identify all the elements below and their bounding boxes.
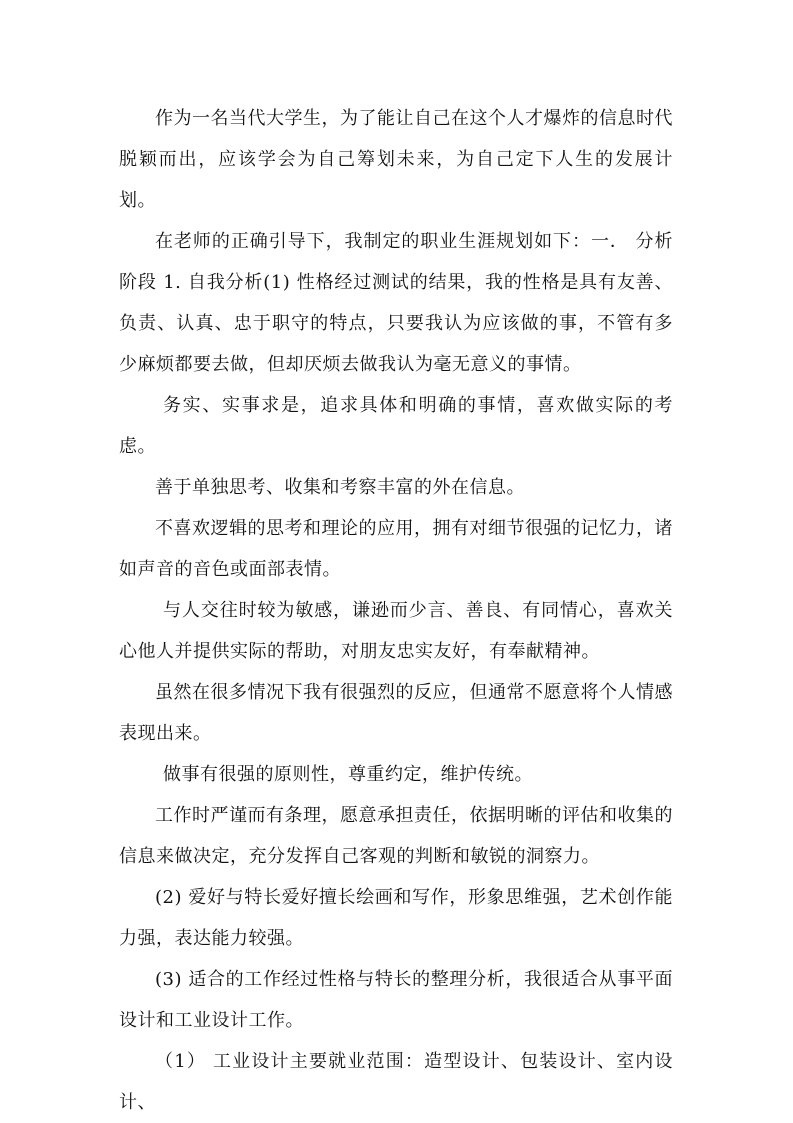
paragraph-self-analysis: 在老师的正确引导下，我制定的职业生涯规划如下：一． 分析阶段 1. 自我分析(1) 性格经过测试的结果，我的性格是具有友善、负责、认真、忠于职守的特点，只要我认为应该做的事，不管有多少麻烦都要去做，但却厌烦去做我认为毫无意义的事情。	[119, 231, 673, 375]
paragraph-suitable-work: (3) 适合的工作经过性格与特长的整理分析，我很适合从事平面设计和工业设计工作。	[119, 969, 673, 1031]
paragraph-independent-thinking: 善于单独思考、收集和考察丰富的外在信息。	[155, 477, 525, 498]
paragraph-practical: 务实、实事求是，追求具体和明确的事情，喜欢做实际的考虑。	[119, 395, 673, 457]
paragraph-detail-memory: 不喜欢逻辑的思考和理论的应用，拥有对细节很强的记忆力，诸如声音的音色或面部表情。	[119, 518, 673, 580]
paragraph-industrial-design: （1） 工业设计主要就业范围：造型设计、包装设计、室内设计、	[119, 1051, 673, 1113]
paragraph-hobbies: (2) 爱好与特长爱好擅长绘画和写作，形象思维强，艺术创作能力强，表达能力较强。	[119, 887, 673, 949]
paragraph-emotions: 虽然在很多情况下我有很强烈的反应，但通常不愿意将个人情感表现出来。	[119, 682, 673, 744]
paragraph-intro: 作为一名当代大学生，为了能让自己在这个人才爆炸的信息时代脱颖而出，应该学会为自己筹划未来，为自己定下人生的发展计划。	[119, 108, 673, 211]
paragraph-work-style: 工作时严谨而有条理，愿意承担责任，依据明晰的评估和收集的信息来做决定，充分发挥自己客观的判断和敏锐的洞察力。	[119, 805, 673, 867]
document-body	[119, 98, 673, 1123]
paragraph-principles: 做事有很强的原则性，尊重约定，维护传统。	[163, 764, 533, 785]
paragraph-social: 与人交往时较为敏感，谦逊而少言、善良、有同情心，喜欢关心他人并提供实际的帮助，对朋友忠实友好，有奉献精神。	[119, 600, 673, 662]
